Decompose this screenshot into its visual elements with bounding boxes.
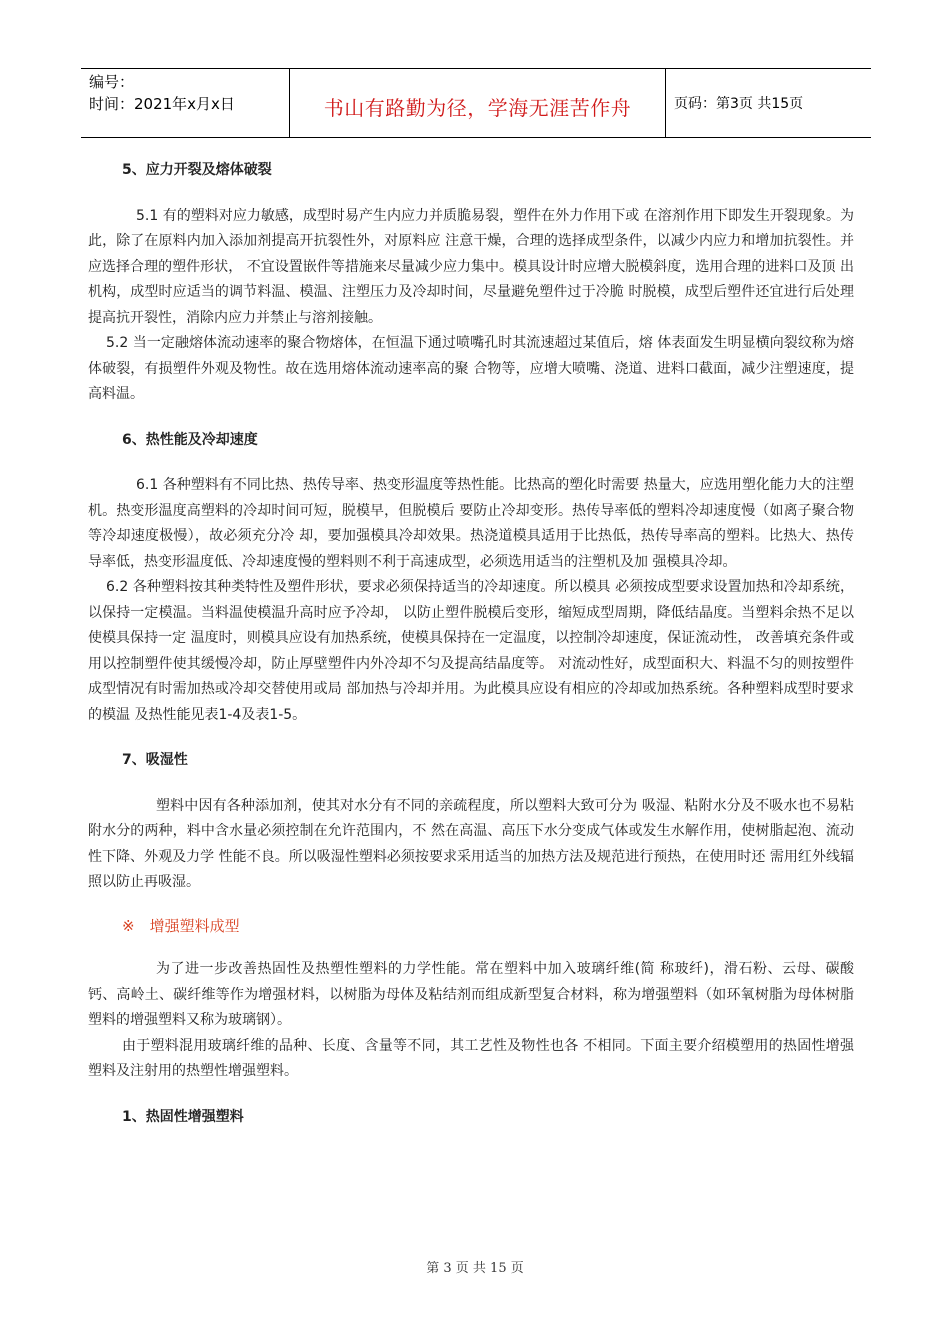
paragraph-5-2: 5.2 当一定融熔体流动速率的聚合物熔体，在恒温下通过喷嘴孔时其流速超过某值后，熔 体表面发生明显横向裂纹称为熔体破裂，有损塑件外观及物性。故在选用熔体流动速率高的聚 合物等，应增大喷嘴、浇道、进料口截面，减少注塑速度，提高料温。	[88, 335, 854, 402]
number-label: 编号：	[89, 73, 135, 91]
section-heading-thermoset: 1、热固性增强塑料	[122, 1108, 244, 1125]
header-motto: 书山有路勤为径，学海无涯苦作舟	[289, 69, 666, 137]
header-meta	[81, 69, 289, 137]
page-header	[81, 68, 871, 138]
reinforced-plastics-heading: ※ 增强塑料成型	[122, 916, 240, 935]
paragraph-6-1: 6.1 各种塑料有不同比热、热传导率、热变形温度等热性能。比热高的塑化时需要 热量大，应选用塑化能力大的注塑机。热变形温度高塑料的冷却时间可短，脱模早，但脱模后 要防止冷却变形。热传导率低的塑料冷却速度慢（如离子聚合物等冷却速度极慢），故必须充分冷 却，要加强模具冷却效果。热浇道模具适用于比热低，热传导率高的塑料。比热大、热传 导率低，热变形温度低、冷却速度慢的塑料则不利于高速成型，必须选用适当的注塑机及加 强模具冷却。	[88, 477, 854, 570]
document-body	[88, 158, 854, 1130]
paragraph-6-2: 6.2 各种塑料按其种类特性及塑件形状，要求必须保持适当的冷却速度。所以模具 必须按成型要求设置加热和冷却系统，以保持一定模温。当料温使模温升高时应予冷却， 以防止塑件脱模后变形，缩短成型周期，降低结晶度。当塑料余热不足以使模具保持一定 温度时，则模具应设有加热系统，使模具保持在一定温度，以控制冷却速度，保证流动性， 改善填充条件或用以控制塑件使其缓慢冷却，防止厚壁塑件内外冷却不匀及提高结晶度等。 对流动性好，成型面积大、料温不匀的则按塑件成型情况有时需加热或冷却交替使用或局 部加热与冷却并用。为此模具应设有相应的冷却或加热系统。各种塑料成型时要求的模温 及热性能见表1-4及表1-5。	[88, 579, 854, 723]
paragraph-5-1: 5.1 有的塑料对应力敏感，成型时易产生内应力并质脆易裂，塑件在外力作用下或 在溶剂作用下即发生开裂现象。为此，除了在原料内加入添加剂提高开抗裂性外，对原料应 注意干燥，合理的选择成型条件，以减少内应力和增加抗裂性。并应选择合理的塑件形状， 不宜设置嵌件等措施来尽量减少应力集中。模具设计时应增大脱模斜度，选用合理的进料口及顶 出机构，成型时应适当的调节料温、模温、注塑压力及冷却时间，尽量避免塑件过于冷脆 时脱模，成型后塑件还宜进行后处理提高抗开裂性，消除内应力并禁止与溶剂接触。	[88, 207, 854, 326]
page-footer: 第 3 页 共 15 页	[426, 1261, 524, 1276]
section-heading-6: 6、热性能及冷却速度	[122, 431, 258, 448]
date-label: 时间：2021年x月x日	[89, 95, 235, 113]
paragraph-7: 塑料中因有各种添加剂，使其对水分有不同的亲疏程度，所以塑料大致可分为 吸湿、粘附水分及不吸水也不易粘附水分的两种，料中含水量必须控制在允许范围内，不 然在高温、高压下水分变成气体或发生水解作用，使树脂起泡、流动性下降、外观及力学 性能不良。所以吸湿性塑料必须按要求采用适当的加热方法及规范进行预热，在使用时还 需用红外线辐照以防止再吸湿。	[88, 797, 854, 890]
paragraph-reinforced-2: 由于塑料混用玻璃纤维的品种、长度、含量等不同，其工艺性及物性也各 不相同。下面主要介绍模塑用的热固性增强塑料及注射用的热塑性增强塑料。	[88, 1037, 854, 1079]
section-heading-5: 5、应力开裂及熔体破裂	[122, 162, 272, 178]
paragraph-reinforced-1: 为了进一步改善热固性及热塑性塑料的力学性能。常在塑料中加入玻璃纤维(简 称玻纤)，滑石粉、云母、碳酸钙、高岭土、碳纤维等作为增强材料，以树脂为母体及粘结剂而组成新型复合材料，称为增强塑料（如环氧树脂为母体树脂 塑料的增强塑料又称为玻璃钢）。	[88, 961, 854, 1028]
section-heading-7: 7、吸湿性	[122, 752, 188, 768]
header-page-label: 页码：第3页 共15页	[674, 96, 804, 112]
